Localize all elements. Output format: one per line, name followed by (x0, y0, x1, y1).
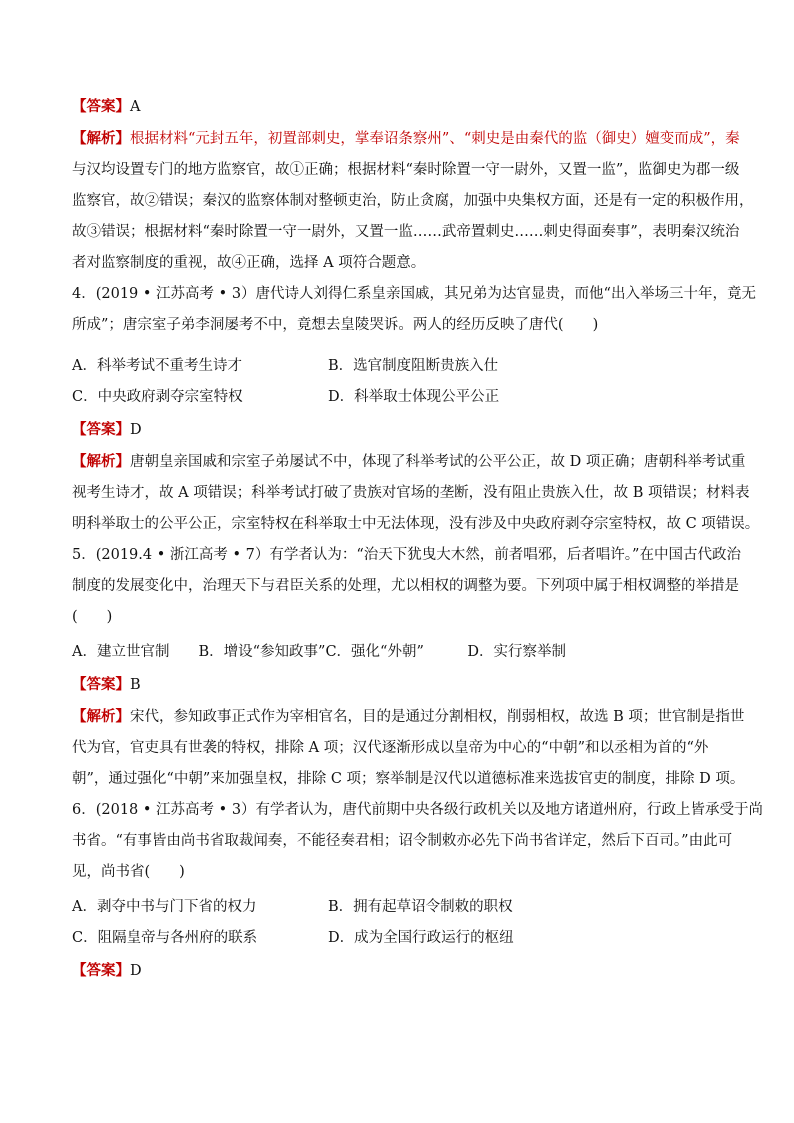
q5-options: A．建立世官制 B．增设“参知政事”C．强化“外朝” D．实行察举制 (72, 644, 566, 660)
q5-stem (72, 575, 739, 597)
analysis-text: 故③错误；根据材料“秦时除置一守一尉外，又置一监……武帝置刺史……刺史得面奏事”，表明秦汉统治 (72, 224, 740, 240)
analysis-text: 宋代，参知政事正式作为宰相官名，目的是通过分割相权，削弱相权，故选 B 项；世官制是指世 (130, 709, 745, 725)
question-text: ( ) (72, 609, 113, 625)
analysis-label: 【解析】 (72, 709, 130, 725)
analysis-text: 与汉均设置专门的地方监察官，故①正确；根据材料“秦时除置一守一尉外，又置一监”，监御史为郡一级 (72, 162, 740, 178)
q5-analysis-line (72, 737, 708, 759)
q6-option-b: B．拥有起草诏令制敕的职权 (328, 899, 513, 915)
analysis-text: 朝”，通过强化“中朝”来加强皇权，排除 C 项；察举制是汉代以道德标准来选拔官吏的制度，排除 D 项。 (72, 771, 745, 787)
answer-value: D (130, 963, 142, 979)
analysis-text: 监察官，故②错误；秦汉的监察体制对整顿吏治，防止贪腐，加强中央集权方面，还是有一定的积极作用， (72, 193, 754, 209)
q5-answer (72, 674, 141, 696)
question-text: 制度的发展变化中，治理天下与君臣关系的处理，尤以相权的调整为要。下列项中属于相权调整的举措是 (72, 578, 739, 594)
q4-option-b: B．选官制度阻断贵族入仕 (328, 358, 499, 374)
q4-analysis-line (72, 513, 759, 535)
q4-stem (72, 314, 598, 336)
question-text: 6．(2018 • 江苏高考 • 3）有学者认为，唐代前期中央各级行政机关以及地方诸道州府，行政上皆承受于尚 (72, 802, 764, 818)
answer-label: 【答案】 (72, 422, 130, 438)
q4-answer (72, 419, 142, 441)
question-text: 4．(2019 • 江苏高考 • 3）唐代诗人刘得仁系皇亲国戚，其兄弟为达官显贵，而他“出入举场三十年，竟无 (72, 286, 756, 302)
q4-stem (72, 283, 756, 305)
q6-stem (72, 799, 763, 821)
question-text: 见，尚书省( ) (72, 864, 185, 880)
analysis-text: 者对监察制度的重视，故④正确，选择 A 项符合题意。 (72, 255, 426, 271)
q4-option-c: C．中央政府剥夺宗室特权 (72, 389, 243, 405)
analysis-text: 明科举取士的公平公正，宗室特权在科举取士中无法体现，没有涉及中央政府剥夺宗室特权，故 C 项错误。 (72, 516, 760, 532)
answer-value: B (130, 677, 141, 693)
analysis-label: 【解析】 (72, 131, 130, 147)
answer-value: A (130, 99, 141, 115)
question-text: 5．(2019.4 • 浙江高考 • 7）有学者认为：“治天下犹曳大木然，前者唱邪，后者唱许。”在中国古代政治 (72, 547, 741, 563)
q4-option-d: D．科举取士体现公平公正 (328, 389, 500, 405)
answer-label: 【答案】 (72, 963, 130, 979)
q6-option-a: A．剥夺中书与门下省的权力 (72, 899, 257, 915)
q5-analysis-line (72, 768, 744, 790)
q5-stem (72, 544, 741, 566)
q6-option-d: D．成为全国行政运行的枢纽 (328, 930, 514, 946)
answer-label: 【答案】 (72, 99, 130, 115)
analysis-text-red: 根据材料“元封五年，初置部刺史，掌奉诏条察州”、“刺史是由秦代的监（御史）嬗变而成”，秦 (130, 131, 740, 147)
q4-option-a: A．科举考试不重考生诗才 (72, 358, 242, 374)
q5-stem (72, 606, 112, 628)
analysis-text: 视考生诗才，故 A 项错误；科举考试打破了贵族对官场的垄断，没有阻止贵族入仕，故 B 项错误；材料表 (72, 485, 750, 501)
analysis-text: 代为官，官吏具有世袭的特权，排除 A 项；汉代逐渐形成以皇帝为中心的“中朝”和以丞相为首的“外 (72, 740, 709, 756)
q6-option-c: C．阻隔皇帝与各州府的联系 (72, 930, 258, 946)
answer-label: 【答案】 (72, 677, 130, 693)
q5-analysis-line (72, 706, 744, 728)
q4-analysis-line (72, 451, 745, 473)
answer-value: D (130, 422, 142, 438)
q3-answer (72, 96, 140, 118)
analysis-label: 【解析】 (72, 454, 130, 470)
question-text: 书省。“有事皆由尚书省取裁闻奏，不能径奏君相；诏令制敕亦必先下尚书省详定，然后下百司。”由此可 (72, 833, 733, 849)
q6-stem (72, 861, 185, 883)
q6-stem (72, 830, 732, 852)
q4-analysis-line (72, 482, 750, 504)
q6-answer (72, 960, 142, 982)
q3-analysis-line (72, 159, 739, 181)
q3-analysis-line (72, 221, 739, 243)
question-text: 所成”；唐宗室子弟李洞屡考不中，竟想去皇陵哭诉。两人的经历反映了唐代( ) (72, 317, 599, 333)
analysis-text: 唐朝皇亲国戚和宗室子弟屡试不中，体现了科举考试的公平公正，故 D 项正确；唐朝科举考试重 (130, 454, 746, 470)
q3-analysis-line (72, 190, 754, 212)
q3-analysis-line (72, 128, 740, 150)
q3-analysis-line (72, 252, 425, 274)
